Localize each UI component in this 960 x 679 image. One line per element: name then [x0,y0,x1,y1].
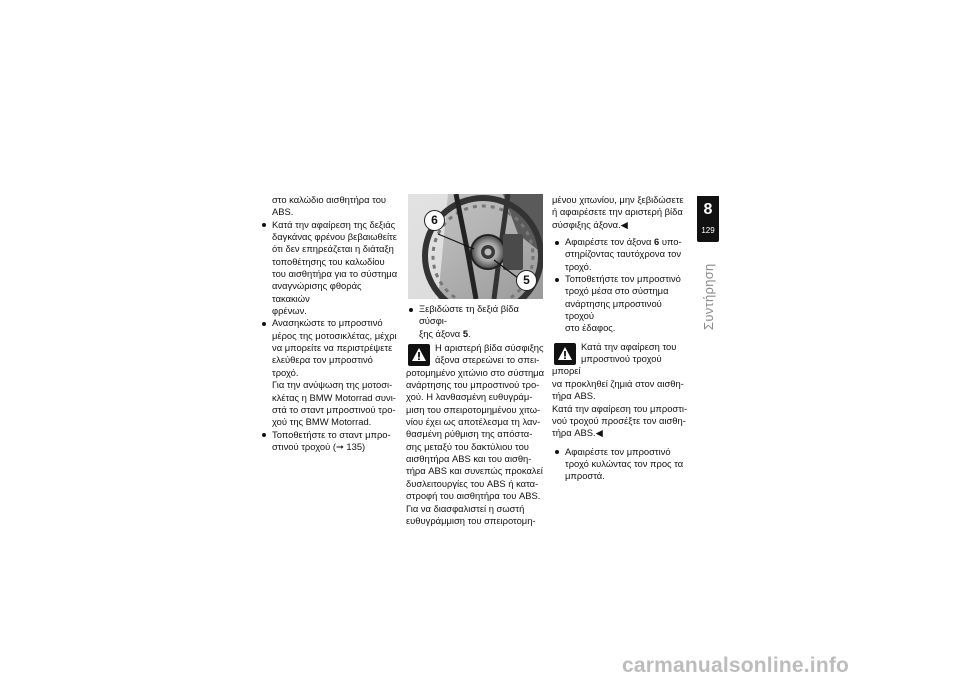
text-line: χού. Η λανθασμένη ευθυγράμ- [406,391,533,403]
text-line: Ανασηκώστε το μπροστινό [272,317,383,329]
col1-continued-text [259,194,399,219]
text-line: Για την ανύψωση της μοτοσι- [272,379,393,391]
text-line: φρένων. [272,305,307,317]
text-line: μπροστινού τροχού μπορεί [552,353,662,377]
text-line: άξονα στερεώνει το σπει- [435,354,540,366]
text-line: . [468,327,471,339]
column-2 [406,194,546,527]
text-line: Για να διασφαλιστεί η σωστή [406,502,525,514]
text-line: στροφή του αισθητήρα του ABS. [406,490,541,502]
warning-triangle-icon [557,346,573,362]
text-line: αναγνώρισης φθοράς τακακιών [272,280,362,304]
warning-body-text [406,367,546,527]
text-line: να προκληθεί ζημιά στον αισθη- [552,377,684,389]
text-line: Αφαιρέστε τον μπροστινό [565,445,671,457]
warning-triangle-icon [554,343,576,365]
text-line: μπροστά. [565,470,605,482]
column-3 [552,194,692,483]
text-line: Η αριστερή βίδα σύσφιξης [435,342,544,354]
text-line: δαγκάνας φρένου βεβαιωθείτε [272,231,397,243]
text-line: χού της BMW Motorrad. [272,416,372,428]
text-line: Τοποθετήστε το σταντ μπρο- [272,428,391,440]
warning-continued-text [552,194,692,231]
text-line: Ξεβιδώστε τη δεξιά βίδα σύσφι- [419,303,519,327]
warning-triangle-icon [411,347,427,363]
bullet-unscrew-right-bolt [406,303,546,340]
watermark: carmanualsonline.info [622,654,850,677]
text-line: νίου έχει ως αποτέλεσμα τη λαν- [406,416,541,428]
column-1 [259,194,399,453]
page-number: 129 [701,226,715,235]
text-line: νού τροχού προσέξτε τον αισθη- [552,414,686,426]
bullet-roll-wheel [552,446,692,483]
text-line: ξης άξονα [419,327,463,339]
warning-block-abs [552,341,692,440]
bullet-caliper [259,219,399,318]
text-line: σης μεταξύ του δακτύλιου του [406,440,529,452]
text-line: στηρίζοντας ταυτόχρονα τον [565,248,682,260]
bullet-lower-wheel [552,273,692,335]
text-line: ή αφαιρέσετε την αριστερή βίδα [552,206,683,218]
bullet-lift [259,317,399,428]
text-line: του αισθητήρα για το σύστημα [272,268,398,280]
text-line: να μπορείτε να περιστρέψετε [272,342,393,354]
text-line: στά το σταντ μπροστινού τρο- [272,403,396,415]
text-line: μέρος της μοτοσικλέτας, μέχρι [272,329,397,341]
text-line: θασμένη ρύθμιση της απόστα- [406,428,533,440]
text-line: Τοποθετήστε τον μπροστινό [565,273,681,285]
text-line: ABS. [272,206,294,218]
text-line: μιση του σπειροτομημένου χιτω- [406,403,541,415]
chapter-number: 8 [703,201,713,218]
text-line: ελεύθερα τον μπροστινό τροχό. [272,354,373,378]
text-line: ανάρτησης μπροστινού τροχού [565,297,662,322]
text-line: υπο- [659,236,682,248]
section-title-vertical: Συντήρηση [701,263,716,330]
reference-number: 5 [462,327,469,339]
callout-6: 6 [424,210,445,231]
text-line: τροχό κυλώντας τον προς τα [565,457,684,469]
text-line: ευθυγράμμιση του σπειροτομη- [406,514,536,526]
callout-5: 5 [516,270,537,291]
text-line: τοποθέτησης του καλωδίου [272,255,385,267]
chapter-tab [697,196,719,242]
warning-body-text [552,378,692,440]
text-line: μένου χιτωνίου, μην ξεβιδώσετε [552,194,684,205]
text-line: σύσφιξης άξονα.◀ [552,218,628,230]
text-line: δυσλειτουργίες του ABS ή κατα- [406,477,539,489]
text-line: ροτομημένο χιτώνιο στο σύστημα [406,366,544,378]
text-line: στο έδαφος. [565,322,616,334]
text-line: κλέτας η BMW Motorrad συνι- [272,391,396,403]
text-line: Κατά την αφαίρεση του μπροστι- [552,402,688,414]
text-line: ότι δεν επηρεάζεται η διάταξη [272,243,394,255]
warning-block-axle [406,342,546,527]
bullet-stand [259,429,399,454]
text-line: ανάρτησης του μπροστινού τρο- [406,379,540,391]
text-line: τροχό μέσα στο σύστημα [565,285,669,297]
text-line: τήρα ABS.◀ [552,427,603,439]
text-line: τήρα ABS. [552,390,596,402]
text-line: αισθητήρα ABS και του αισθη- [406,453,532,465]
text-line: τήρα ABS και συνεπώς προκαλεί [406,465,543,477]
text-line: Κατά την αφαίρεση της δεξιάς [272,218,396,230]
warning-triangle-icon [408,344,430,366]
axle-photo [408,194,543,299]
text-line: Κατά την αφαίρεση του [581,340,677,352]
reference-number: 6 [654,236,660,248]
text-line: τροχό. [565,260,592,272]
page-reference-link[interactable]: στινού τροχού (➞ 135) [272,440,366,452]
bullet-remove-axle [552,236,692,273]
text-line: στο καλώδιο αισθητήρα του [272,194,387,205]
text-line: Αφαιρέστε τον άξονα [565,236,654,248]
